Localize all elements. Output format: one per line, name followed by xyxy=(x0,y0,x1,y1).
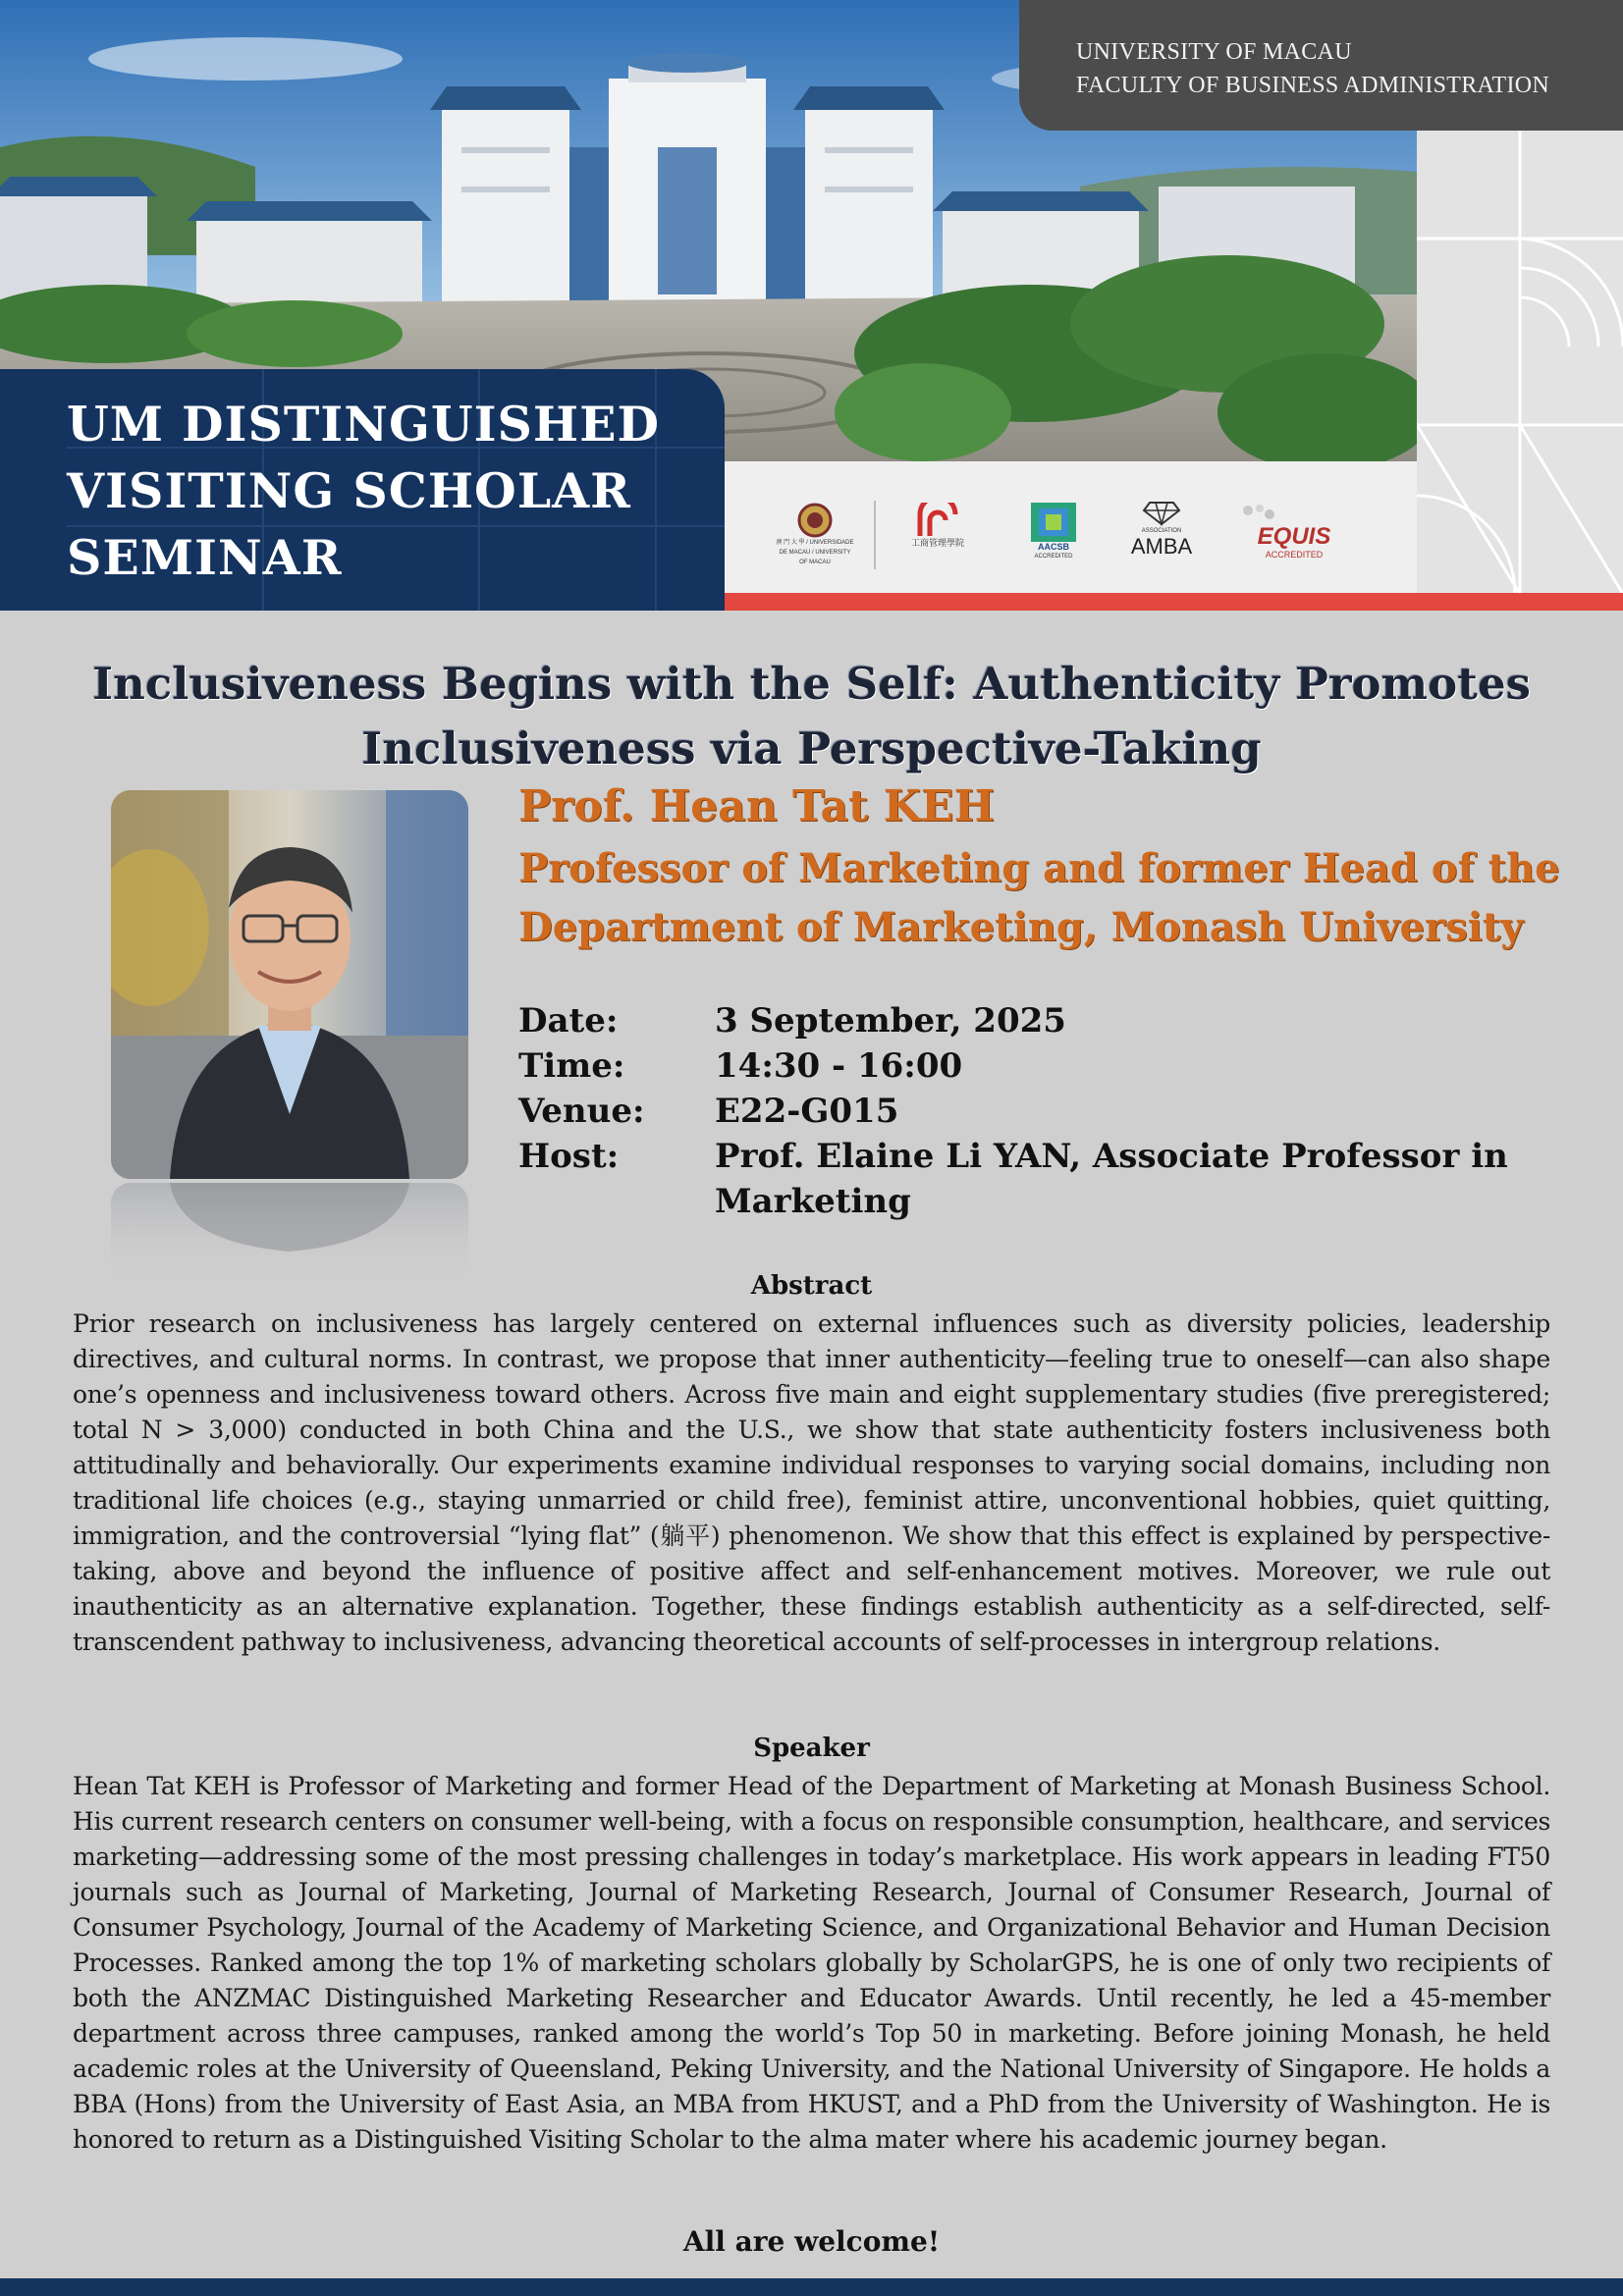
equis-logo-caption: EQUIS xyxy=(1257,523,1331,550)
venue-label: Venue: xyxy=(518,1092,645,1131)
speaker-bio-text: Hean Tat KEH is Professor of Marketing and former Head of the Department of Marketing at Monash Business School. His current research centers on consumer well-being, with a focus on responsible consumption, healthcare, and services marketing—addressing some of the most pressing challenges in today’s marketplace. His work appears in leading FT50 journals such as Journal of Marketing, Journal of Marketing Research, Journal of Consumer Research, Journal of Consumer Psychology, Journal of the Academy of Marketing Science, and Organizational Behavior and Human Decision Processes. Ranked among the top 1% of marketing scholars globally by ScholarGPS, he is one of only two recipients of both the ANZMAC Distinguished Marketing Researcher and Educator Awards. Until recently, he led a 45-member department across three campuses, ranked among the world’s Top 50 in marketing. Before joining Monash, he held academic roles at the University of Queensland, Peking University, and the National University of Singapore. He holds a BBA (Hons) from the University of East Asia, an MBA from HKUST, and a PhD from the University of Washington. He is honored to return as a Distinguished Visiting Scholar to the alma mater where his academic journey began. xyxy=(73,1772,1550,2154)
time-value: 14:30 - 16:00 xyxy=(715,1046,963,1086)
time-row xyxy=(518,1043,1598,1089)
event-details xyxy=(518,998,1598,1224)
aacsb-logo-sub: ACCREDITED xyxy=(1034,554,1073,560)
amba-logo-sub: ASSOCIATION xyxy=(1141,528,1182,534)
host-value-line-1: Prof. Elaine Li YAN, Associate Professor in xyxy=(715,1137,1508,1176)
host-value xyxy=(715,1134,1598,1224)
decorative-panel xyxy=(1417,131,1623,594)
host-value-line-2: Marketing xyxy=(715,1182,911,1221)
university-header xyxy=(1019,0,1623,131)
speaker-name: Prof. Hean Tat KEH xyxy=(518,781,996,831)
seminar-label-box xyxy=(0,369,725,611)
abstract-text: Prior research on inclusiveness has largely centered on external influences such as diversity policies, leadership directives, and cultural norms. In contrast, we propose that inner authenticity—feeling true to oneself—can also shape one’s openness and inclusiveness toward others. Across five main and eight supplementary studies (five preregistered; total N > 3,000) conducted in both China and the U.S., we show that state authenticity fosters inclusiveness both attitudinally and behaviorally. Our experiments examine individual responses to varying social domains, including non traditional life choices (e.g., staying unmarried or child free), feminist attire, unconventional hobbies, quiet quitting, immigration, and the controversial “lying flat” (躺平) phenomenon. We show that this effect is explained by perspective-taking, above and beyond the influence of positive affect and self-enhancement motives. Moreover, we rule out inauthenticity as an alternative explanation. Together, these findings establish authenticity as a self-directed, self-transcendent pathway to inclusiveness, advancing theoretical accounts of self-processes in intergroup relations. xyxy=(73,1309,1550,1656)
equis-logo-sub: ACCREDITED xyxy=(1265,550,1324,560)
speaker-position-line-1: Professor of Marketing and former Head of the xyxy=(518,845,1560,891)
time-label: Time: xyxy=(518,1046,625,1086)
equis-logo xyxy=(1240,510,1348,560)
aacsb-logo xyxy=(1019,503,1088,561)
amba-logo-caption: AMBA xyxy=(1130,534,1193,559)
amba-icon xyxy=(1142,501,1181,526)
fba-logo xyxy=(893,503,982,548)
venue-value: E22-G015 xyxy=(715,1092,899,1131)
faculty-name: FACULTY OF BUSINESS ADMINISTRATION xyxy=(1076,73,1550,98)
fba-logo-icon xyxy=(916,503,959,538)
um-logo xyxy=(776,503,854,567)
equis-icon xyxy=(1240,503,1279,524)
speaker-portrait-icon xyxy=(111,790,468,1179)
title-line-2: Inclusiveness via Perspective-Taking xyxy=(361,722,1262,774)
speaker-position-line-2: Department of Marketing, Monash University xyxy=(518,904,1524,950)
date-label: Date: xyxy=(518,1001,619,1041)
university-name: UNIVERSITY OF MACAU xyxy=(1076,39,1352,65)
footer-bar xyxy=(0,2278,1623,2296)
um-crest-icon xyxy=(797,503,833,538)
um-logo-caption: 澳 門 大 學 / UNIVERSIDADE DE MACAU / UNIVERSITY OF MACAU xyxy=(776,540,854,565)
fba-logo-caption: 工商管理學院 xyxy=(910,538,964,548)
accreditation-logo-strip xyxy=(725,461,1417,593)
aacsb-logo-caption: AACSB xyxy=(1037,542,1069,552)
speaker-position xyxy=(518,839,1608,957)
amba-logo xyxy=(1117,501,1206,558)
seminar-line-1: UM DISTINGUISHED xyxy=(67,396,661,453)
host-label: Host: xyxy=(518,1137,620,1176)
header-banner xyxy=(0,0,1623,611)
seminar-title xyxy=(59,652,1564,781)
welcome-message: All are welcome! xyxy=(682,2225,941,2258)
geometric-pattern-icon xyxy=(1417,131,1623,594)
host-row xyxy=(518,1134,1598,1224)
date-value: 3 September, 2025 xyxy=(715,1001,1066,1041)
logo-divider xyxy=(874,501,876,569)
title-line-1: Inclusiveness Begins with the Self: Authenticity Promotes xyxy=(92,658,1531,710)
abstract-heading: Abstract xyxy=(750,1271,873,1301)
seminar-line-3: SEMINAR xyxy=(67,529,343,586)
accent-bar xyxy=(725,593,1623,611)
speaker-photo xyxy=(111,790,468,1179)
venue-row xyxy=(518,1089,1598,1134)
aacsb-icon xyxy=(1031,503,1076,542)
speaker-bio-heading: Speaker xyxy=(753,1734,870,1763)
date-row xyxy=(518,998,1598,1043)
seminar-line-2: VISITING SCHOLAR xyxy=(67,462,631,519)
